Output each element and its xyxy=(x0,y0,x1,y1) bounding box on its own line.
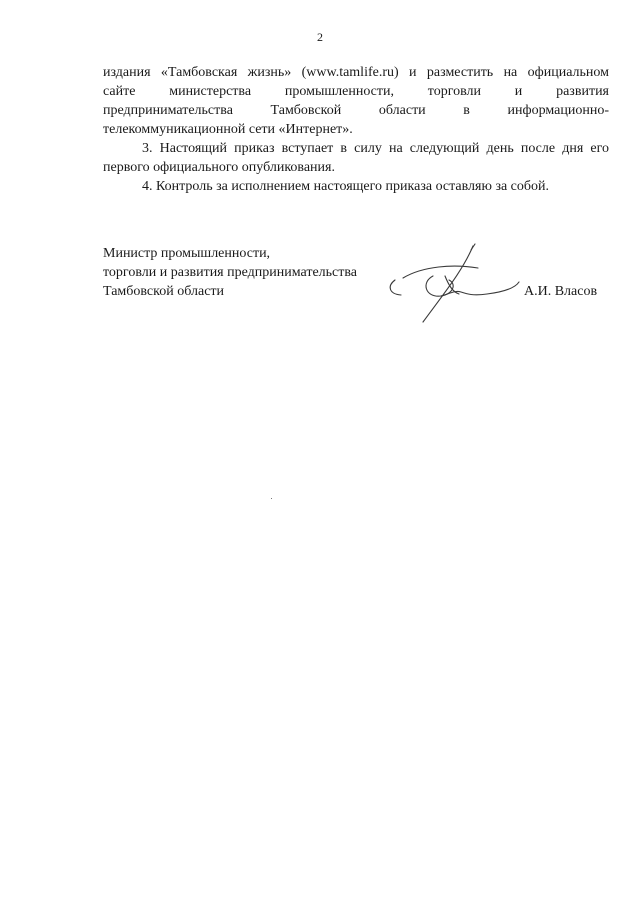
page-number: 2 xyxy=(317,30,323,44)
document-body xyxy=(103,63,609,196)
title-line: Министр промышленности, xyxy=(103,246,271,261)
handwritten-signature xyxy=(383,240,523,330)
signer-name: А.И. Власов xyxy=(524,284,598,299)
text-line: телекоммуникационной сети «Интернет». xyxy=(103,122,353,137)
text-line: предпринимательства Тамбовской области в информационно- xyxy=(103,103,609,118)
paragraph-3: 3. Настоящий приказ вступает в силу на следующий день после дня его первого официального опубликования. xyxy=(103,141,609,175)
paragraph-4: 4. Контроль за исполнением настоящего приказа оставляю за собой. xyxy=(142,179,550,194)
text-line: издания «Тамбовская жизнь» (www.tamlife.ru) и разместить на официальном xyxy=(103,65,609,80)
text-line: сайте министерства промышленности, торговли и развития xyxy=(103,84,609,99)
title-line: торговли и развития предпринимательства xyxy=(103,265,358,280)
signatory-title xyxy=(103,244,357,301)
scan-speck xyxy=(271,498,272,499)
paragraph-continuation xyxy=(103,63,609,139)
title-line: Тамбовской области xyxy=(103,284,225,299)
